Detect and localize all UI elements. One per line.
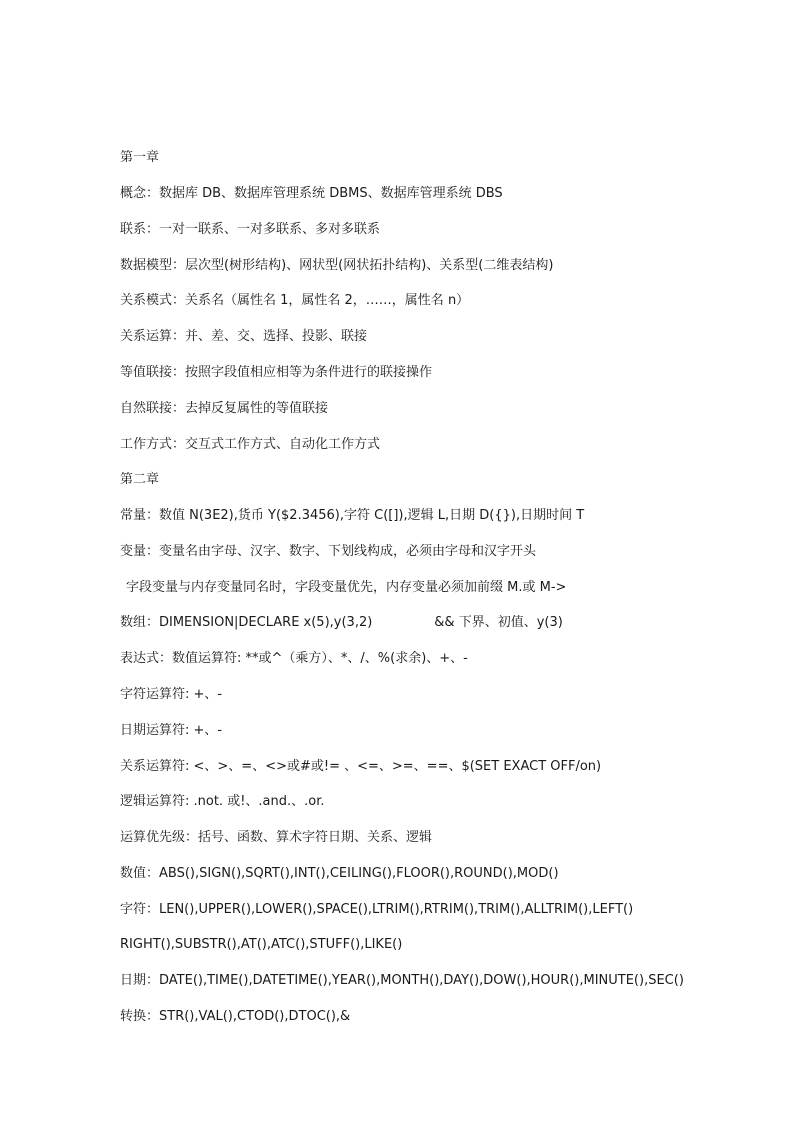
char-operator-line: 字符运算符: +、- xyxy=(120,687,223,702)
operator-precedence-line: 运算优先级：括号、函数、算术字符日期、关系、逻辑 xyxy=(120,830,433,845)
array-comment: && 下界、初值、y(3) xyxy=(434,615,563,630)
string-functions-line: 字符：LEN(),UPPER(),LOWER(),SPACE(),LTRIM(),RTRIM(),TRIM(),ALLTRIM(),LEFT() xyxy=(120,902,634,917)
array-line xyxy=(120,614,563,632)
string-functions-line-2: RIGHT(),SUBSTR(),AT(),ATC(),STUFF(),LIKE() xyxy=(120,937,403,952)
data-model-line: 数据模型：层次型(树形结构)、网状型(网状拓扑结构)、关系型(二维表结构) xyxy=(120,258,554,273)
equijoin-line: 等值联接：按照字段值相应相等为条件进行的联接操作 xyxy=(120,365,433,380)
relational-operator-line: 关系运算符: <、>、=、<>或#或!= 、<=、>=、==、$(SET EXACT OFF/on) xyxy=(120,759,602,774)
constants-line: 常量：数值 N(3E2),货币 Y($2.3456),字符 C([]),逻辑 L,日期 D({}),日期时间 T xyxy=(120,508,585,523)
relation-operations-line: 关系运算：并、差、交、选择、投影、联接 xyxy=(120,329,368,344)
expression-line: 表达式：数值运算符: **或^（乘方）、*、/、%(求余)、+、- xyxy=(120,651,468,666)
chapter-heading-2: 第二章 xyxy=(120,472,160,487)
chapter-heading-1: 第一章 xyxy=(120,150,160,165)
logical-operator-line: 逻辑运算符: .not. 或!、.and.、.or. xyxy=(120,794,325,809)
date-functions-line: 日期：DATE(),TIME(),DATETIME(),YEAR(),MONTH(),DAY(),DOW(),HOUR(),MINUTE(),SEC() xyxy=(120,973,684,988)
variable-priority-line: 字段变量与内存变量同名时，字段变量优先，内存变量必须加前缀 M.或 M-> xyxy=(126,580,567,595)
array-declaration: 数组：DIMENSION|DECLARE x(5),y(3,2) xyxy=(120,615,373,630)
work-mode-line: 工作方式：交互式工作方式、自动化工作方式 xyxy=(120,437,381,452)
date-operator-line: 日期运算符: +、- xyxy=(120,723,223,738)
natural-join-line: 自然联接：去掉反复属性的等值联接 xyxy=(120,401,329,416)
relation-schema-line: 关系模式：关系名（属性名 1，属性名 2，……，属性名 n） xyxy=(120,293,470,308)
concept-line: 概念：数据库 DB、数据库管理系统 DBMS、数据库管理系统 DBS xyxy=(120,186,503,201)
numeric-functions-line: 数值：ABS(),SIGN(),SQRT(),INT(),CEILING(),FLOOR(),ROUND(),MOD() xyxy=(120,866,559,881)
conversion-functions-line: 转换：STR(),VAL(),CTOD(),DTOC(),& xyxy=(120,1009,351,1024)
variables-line: 变量：变量名由字母、汉字、数字、下划线构成，必须由字母和汉字开头 xyxy=(120,544,537,559)
relationship-line: 联系：一对一联系、一对多联系、多对多联系 xyxy=(120,222,381,237)
